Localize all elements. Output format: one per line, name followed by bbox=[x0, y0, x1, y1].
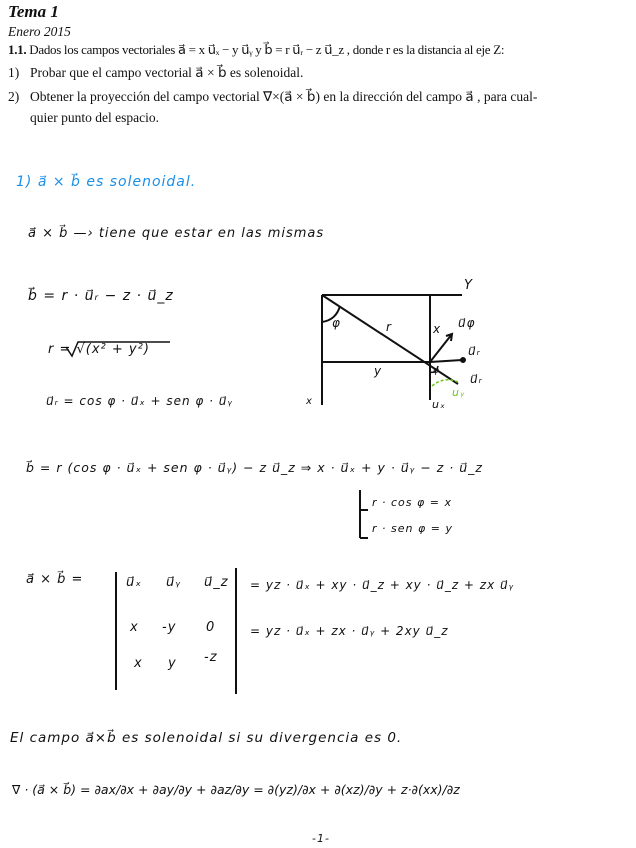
problem-number: 1.1. bbox=[8, 42, 27, 57]
diagram-label-phi-small: φ bbox=[433, 366, 440, 376]
diagram-label-r: r bbox=[386, 320, 392, 334]
u-phi-arrow bbox=[430, 334, 452, 362]
matrix-cell: x bbox=[130, 620, 139, 635]
b-definition: b⃗ = r · u⃗ᵣ − z · u⃗_z bbox=[28, 288, 174, 304]
ur-definition: u⃗ᵣ = cos φ · u⃗ₓ + sen φ · u⃗ᵧ bbox=[46, 394, 233, 408]
diagram-label-u-r: u⃗ᵣ bbox=[468, 344, 481, 358]
cross-result-2: = yz · u⃗ₓ + zx · u⃗ᵧ + 2xy u⃗_z bbox=[250, 624, 449, 638]
u-r-arrowhead bbox=[461, 358, 465, 362]
diagram-label-X: x bbox=[306, 396, 313, 407]
matrix-cell: x bbox=[134, 656, 143, 671]
brace-line-2: r · sen φ = y bbox=[372, 522, 453, 535]
page-number: -1- bbox=[312, 832, 330, 845]
document-date: Enero 2015 bbox=[8, 24, 71, 39]
item-number: 1) bbox=[8, 65, 20, 80]
cross-result-1: = yz · u⃗ₓ + xy · u⃗_z + xy · u⃗_z + zx u⃗ᵧ bbox=[250, 578, 515, 592]
diagram-label-y: y bbox=[374, 364, 383, 378]
brace bbox=[360, 490, 368, 538]
item-text: Probar que el campo vectorial a⃗ × b⃗ es solenoidal. bbox=[30, 65, 304, 80]
brace-line-1: r · cos φ = x bbox=[372, 496, 452, 509]
item-2-continued: quier punto del espacio. bbox=[30, 110, 159, 125]
matrix-cell: 0 bbox=[206, 620, 216, 635]
matrix-cell: u⃗_z bbox=[204, 575, 229, 590]
matrix-cell: -y bbox=[162, 620, 177, 635]
solenoidal-statement: El campo a⃗×b⃗ es solenoidal si su divergencia es 0. bbox=[10, 730, 403, 746]
document-title: Tema 1 bbox=[8, 2, 59, 21]
diagram-label-x: x bbox=[433, 322, 442, 336]
notes-line-1: a⃗ × b⃗ —› tiene que estar en las mismas bbox=[28, 226, 325, 241]
diagram-label-Y: Y bbox=[464, 278, 473, 293]
diagram-label-u-x: uₓ bbox=[432, 398, 446, 411]
item-text: Obtener la proyección del campo vectorial ∇×(a⃗ × b⃗) en la dirección del campo a⃗ , para cual- bbox=[30, 89, 538, 104]
divergence-equation: ∇ · (a⃗ × b⃗) = ∂ax/∂x + ∂ay/∂y + ∂az/∂y = ∂(yz)/∂x + ∂(xz)/∂y + z·∂(xx)/∂z bbox=[12, 782, 460, 797]
u-r-arrow bbox=[430, 360, 462, 362]
cross-product-label: a⃗ × b⃗ = bbox=[26, 572, 84, 587]
diagram-label-phi: φ bbox=[332, 316, 341, 330]
statement-text: Dados los campos vectoriales a⃗ = x u⃗ₓ − y u⃗ᵧ y b⃗ = r u⃗ᵣ − z u⃗_z , donde r es la distancia al eje Z: bbox=[29, 42, 505, 57]
matrix-cell: y bbox=[168, 656, 177, 671]
matrix-cell: -z bbox=[204, 650, 218, 665]
diagram-label-u-r-2: u⃗ᵣ bbox=[470, 372, 483, 386]
diagram-label-u-y-green: uᵧ bbox=[452, 386, 466, 399]
coordinate-diagram bbox=[322, 295, 465, 405]
b-expanded: b⃗ = r (cos φ · u⃗ₓ + sen φ · u⃗ᵧ) − z u⃗_z ⇒ x · u⃗ₓ + y · u⃗ᵧ − z · u⃗_z bbox=[26, 460, 483, 475]
matrix-cell: u⃗ₓ bbox=[126, 575, 143, 590]
diagram-label-u-phi: u⃗φ bbox=[458, 316, 476, 330]
r-definition: r = √(x² + y²) bbox=[48, 342, 150, 357]
item-number: 2) bbox=[8, 89, 20, 104]
sqrt-sign bbox=[66, 342, 170, 356]
notes-heading: 1) a⃗ × b⃗ es solenoidal. bbox=[16, 174, 197, 190]
matrix-cell: u⃗ᵧ bbox=[166, 575, 182, 590]
